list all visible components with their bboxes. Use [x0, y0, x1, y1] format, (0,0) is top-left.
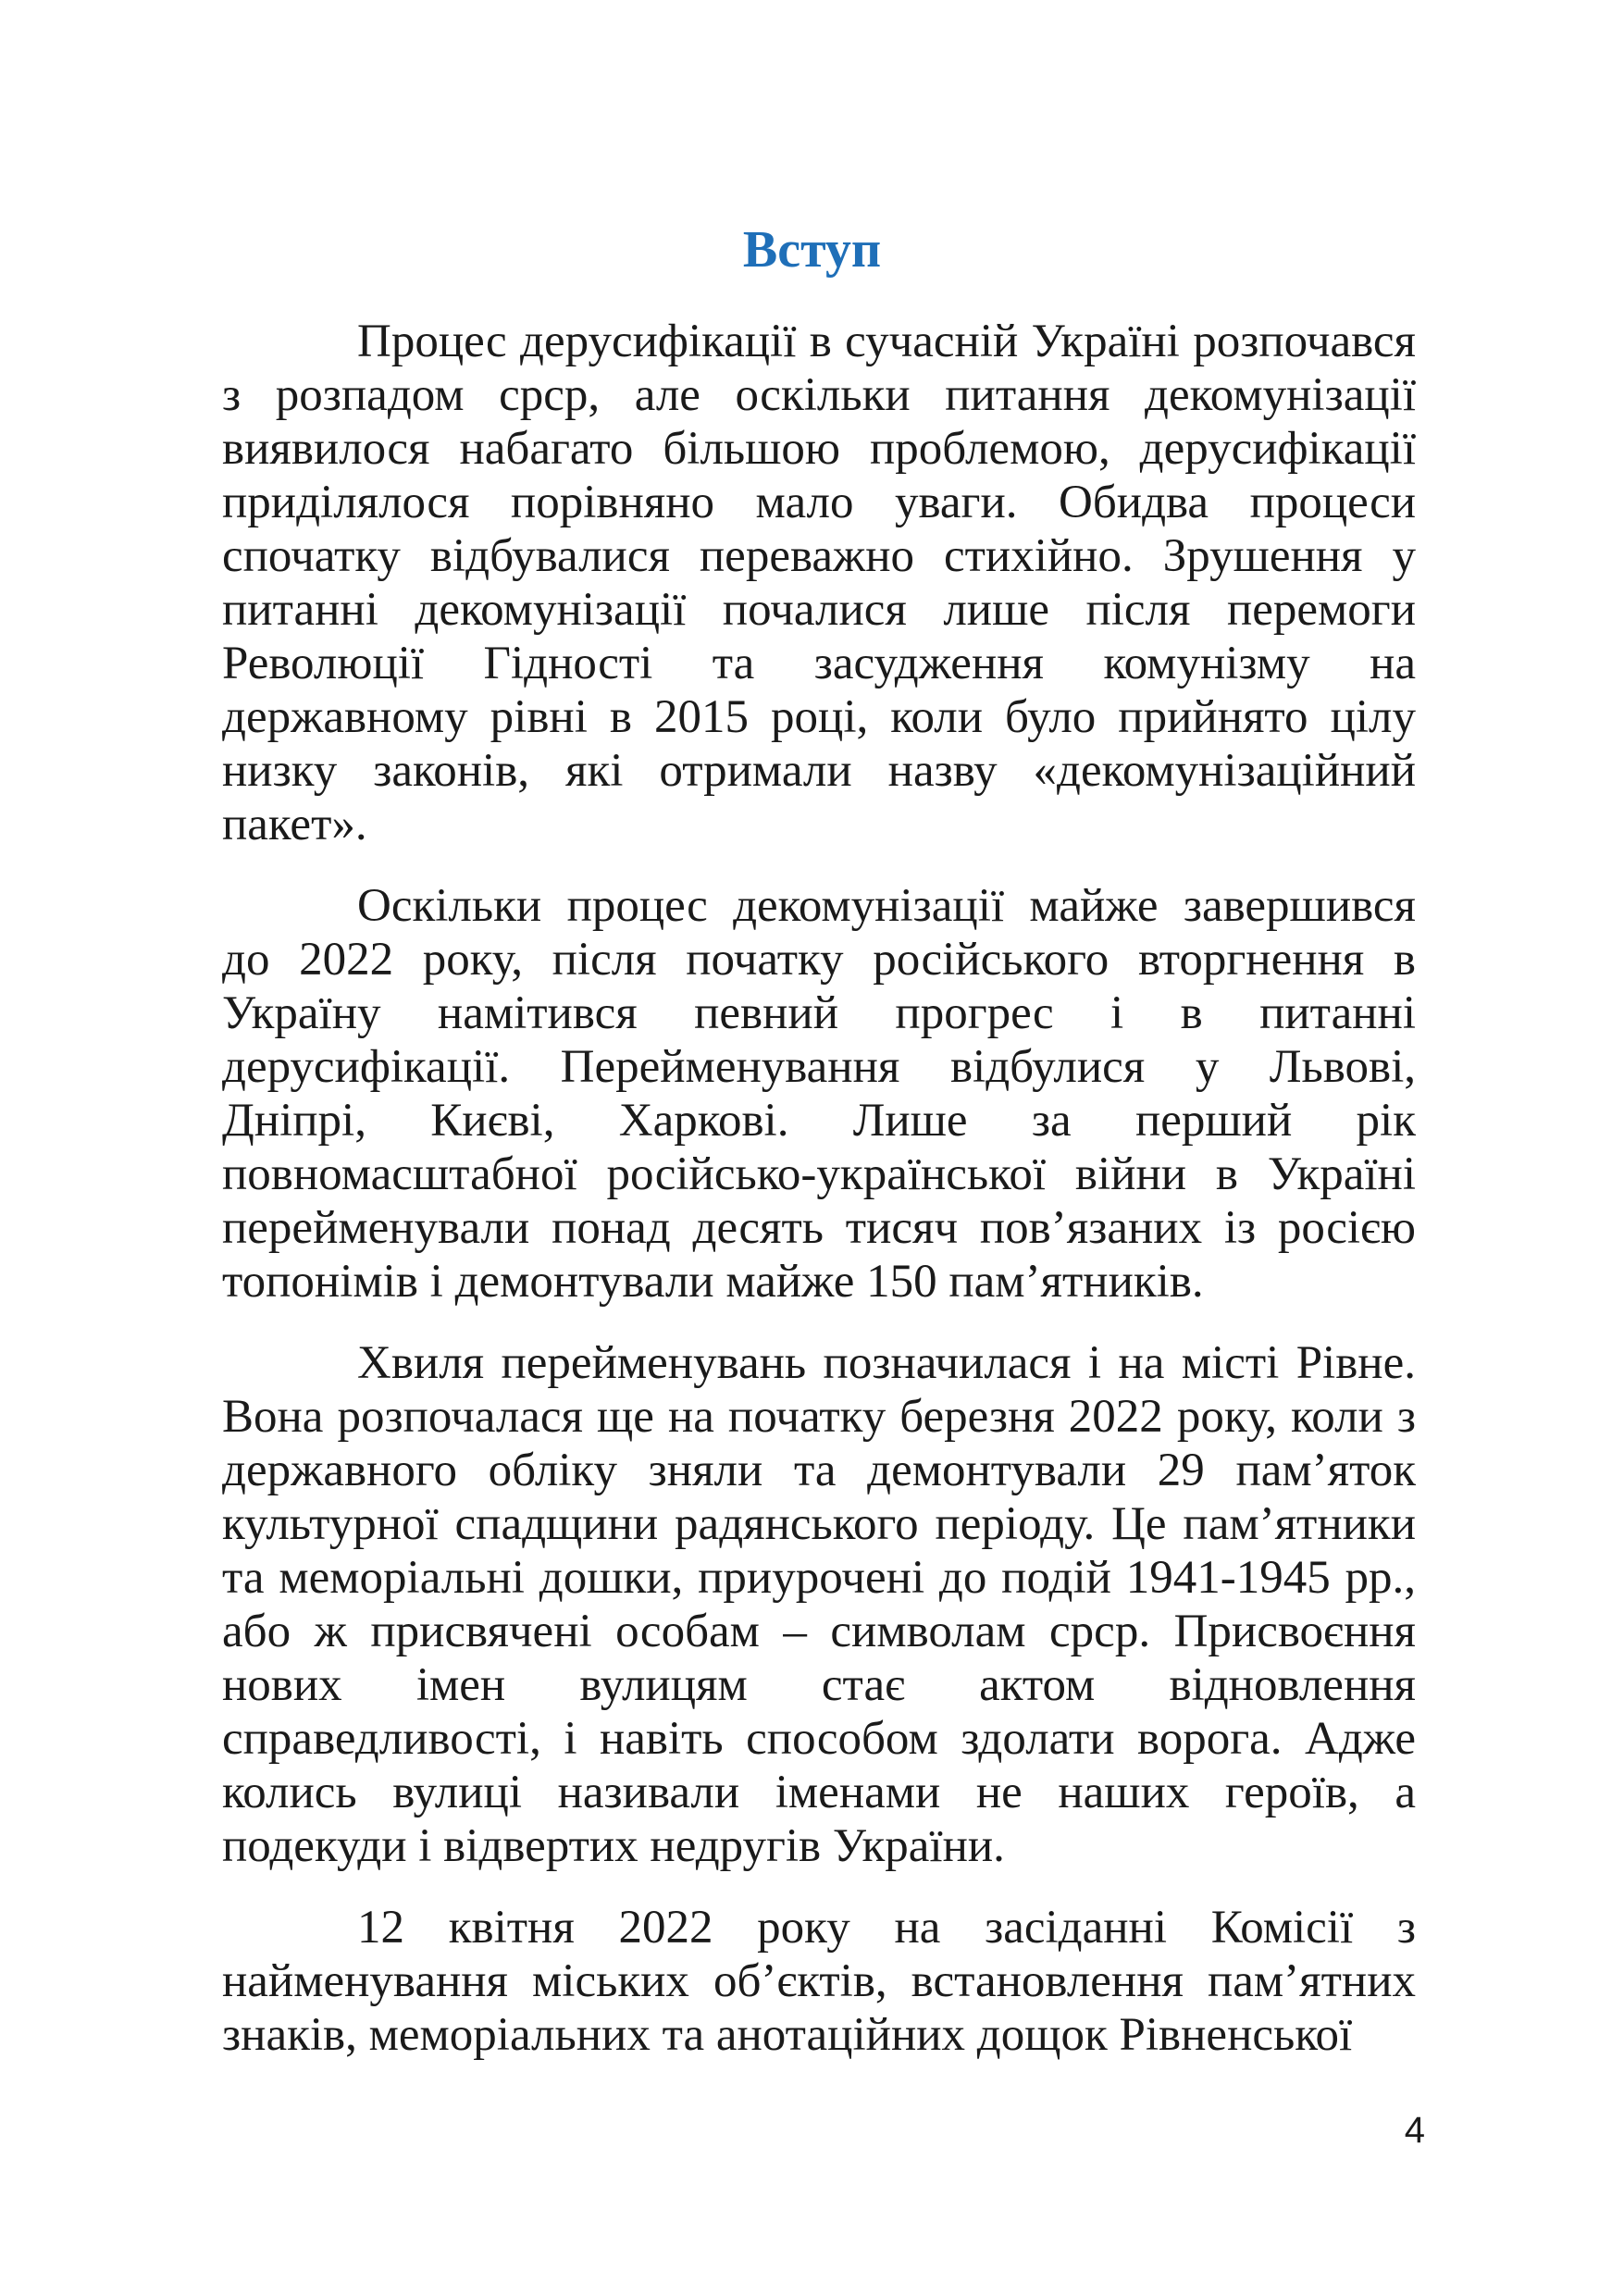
body-text: [222, 315, 1416, 2090]
paragraph-3: Хвиля перейменувань позначилася і на місті Рівне. Вона розпочалася ще на початку березня 2022 року, коли з державного обліку зняли та демонтували 29 пам’яток культурної спадщини радянського періоду. Це пам’ятники та меморіальні дошки, приурочені до подій 1941-1945 рр., або ж присвячені особам – символам срср. Присвоєння нових імен вулицям стає актом відновлення справедливості, і навіть способом здолати ворога. Адже колись вулиці називали іменами не наших героїв, а подекуди і відвертих недругів України.: [222, 1337, 1416, 1872]
page-number: 4: [1404, 2110, 1425, 2151]
paragraph-1: Процес дерусифікації в сучасній Україні розпочався з розпадом срср, але оскільки питання декомунізації виявилося набагато більшою проблемою, дерусифікації приділялося порівняно мало уваги. Обидва процеси спочатку відбувалися переважно стихійно. Зрушення у питанні декомунізації почалися лише після перемоги Революції Гідності та засудження комунізму на державному рівні в 2015 році, коли було прийнято цілу низку законів, які отримали назву «декомунізаційний пакет».: [222, 316, 1416, 850]
paragraph-2: Оскільки процес декомунізації майже завершився до 2022 року, після початку російського вторгнення в Україну намітився певний прогрес і в питанні дерусифікації. Перейменування відбулися у Львові, Дніпрі, Києві, Харкові. Лише за перший рік повномасштабної російсько-української війни в Україні перейменували понад десять тисяч пов’язаних із росією топонімів і демонтували майже 150 пам’ятників.: [222, 880, 1416, 1308]
page-title: Вступ: [742, 221, 882, 279]
paragraph-4: 12 квітня 2022 року на засіданні Комісії з найменування міських об’єктів, встановлення пам’ятних знаків, меморіальних та анотаційних дощок Рівненської: [222, 1902, 1416, 2061]
